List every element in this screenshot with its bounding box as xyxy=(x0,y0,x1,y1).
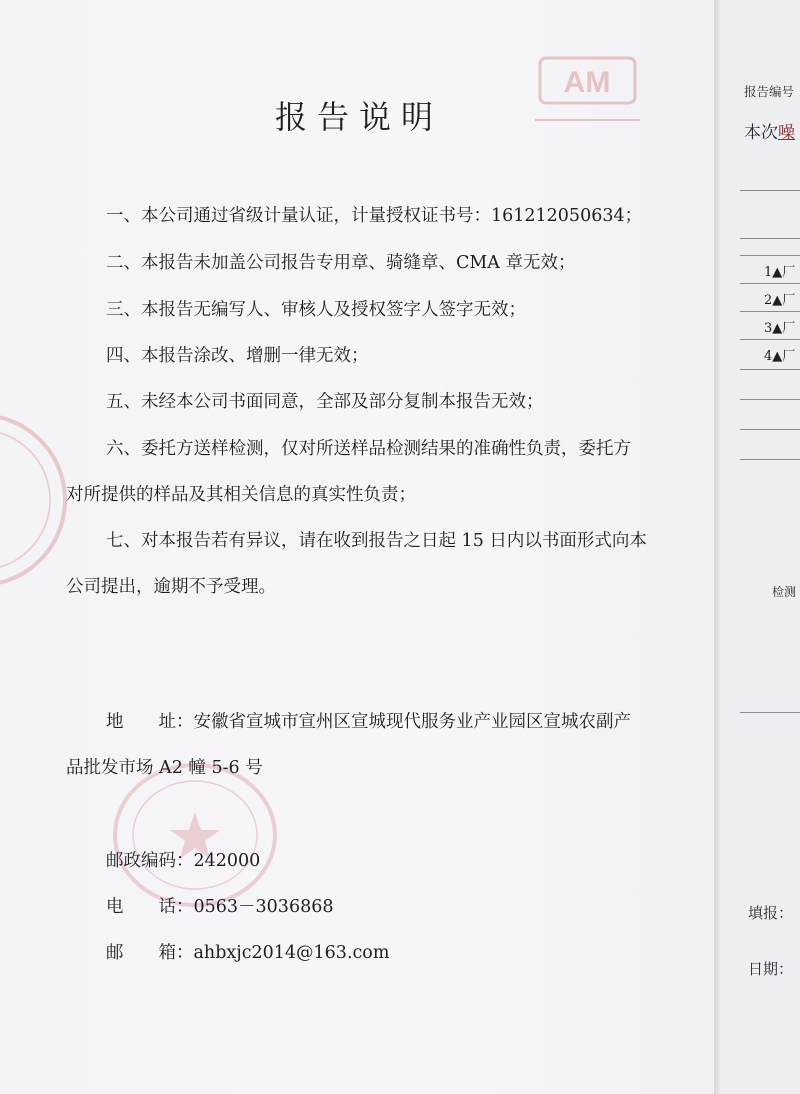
fill-in-label: 填报： xyxy=(748,904,794,922)
row-label: 1▲厂 xyxy=(764,265,796,280)
statement-item-2: 二、本报告未加盖公司报告专用章、骑缝章、CMA 章无效； xyxy=(106,253,576,273)
table-rule xyxy=(740,712,800,713)
phone-label-2: 话： xyxy=(158,897,194,917)
postcode-label: 邮政编码： xyxy=(106,851,194,871)
table-rule xyxy=(740,238,800,239)
line1-highlight: 噪 xyxy=(778,123,795,143)
next-page-first-line xyxy=(744,118,795,143)
email-row xyxy=(106,940,389,966)
email-label-2: 箱： xyxy=(158,943,194,963)
svg-text:AM: AM xyxy=(563,66,611,99)
table-row xyxy=(740,283,800,312)
email-label-1: 邮 xyxy=(106,943,124,963)
address-label-1: 地 xyxy=(106,712,124,732)
address-line-2: 品批发市场 A2 幢 5-6 号 xyxy=(66,758,263,778)
table-rule xyxy=(740,459,800,460)
page-title: 报告说明 xyxy=(274,98,443,136)
address-label-2: 址： xyxy=(158,712,194,732)
company-stamp xyxy=(110,760,280,910)
statement-item-7-cont: 公司提出，逾期不予受理。 xyxy=(66,577,276,597)
table-row xyxy=(740,339,800,368)
table-row xyxy=(740,311,800,340)
next-page-fragment xyxy=(720,0,800,1094)
table-rule xyxy=(740,190,800,191)
row-label: 2▲厂 xyxy=(764,293,796,308)
line1-prefix: 本次 xyxy=(744,123,778,143)
statement-item-3: 三、本报告无编写人、审核人及授权签字人签字无效； xyxy=(106,300,526,320)
table-row xyxy=(740,255,800,284)
statement-item-4: 四、本报告涂改、增删一律无效； xyxy=(106,346,369,366)
email-value: ahbxjc2014@163.com xyxy=(193,943,390,963)
table-row xyxy=(740,429,800,458)
seam-stamp xyxy=(0,400,70,600)
phone-value: 0563－3036868 xyxy=(193,897,334,917)
phone-label-1: 电 xyxy=(106,897,124,917)
table-row xyxy=(740,399,800,428)
statement-item-1: 一、本公司通过省级计量认证，计量授权证书号：161212050634； xyxy=(106,206,643,226)
date-label: 日期： xyxy=(748,960,794,978)
address-row xyxy=(106,709,631,735)
postcode-value: 242000 xyxy=(193,851,261,871)
table-row xyxy=(740,369,800,398)
statement-item-6-cont: 对所提供的样品及其相关信息的真实性负责； xyxy=(66,485,416,505)
address-line-1: 安徽省宣城市宣州区宣城现代服务业产业园区宣城农副产 xyxy=(193,712,631,732)
report-number-label: 报告编号 xyxy=(744,84,795,99)
row-label: 3▲厂 xyxy=(764,321,796,336)
postcode-row xyxy=(106,848,260,874)
phone-row xyxy=(106,894,333,920)
detect-label: 检测 xyxy=(772,585,797,599)
row-label: 4▲厂 xyxy=(764,349,796,364)
statement-item-5: 五、未经本公司书面同意，全部及部分复制本报告无效； xyxy=(106,392,544,412)
statement-item-7: 七、对本报告若有异议，请在收到报告之日起 15 日内以书面形式向本 xyxy=(106,531,647,551)
statement-item-6: 六、委托方送样检测，仅对所送样品检测结果的准确性负责，委托方 xyxy=(106,439,631,459)
